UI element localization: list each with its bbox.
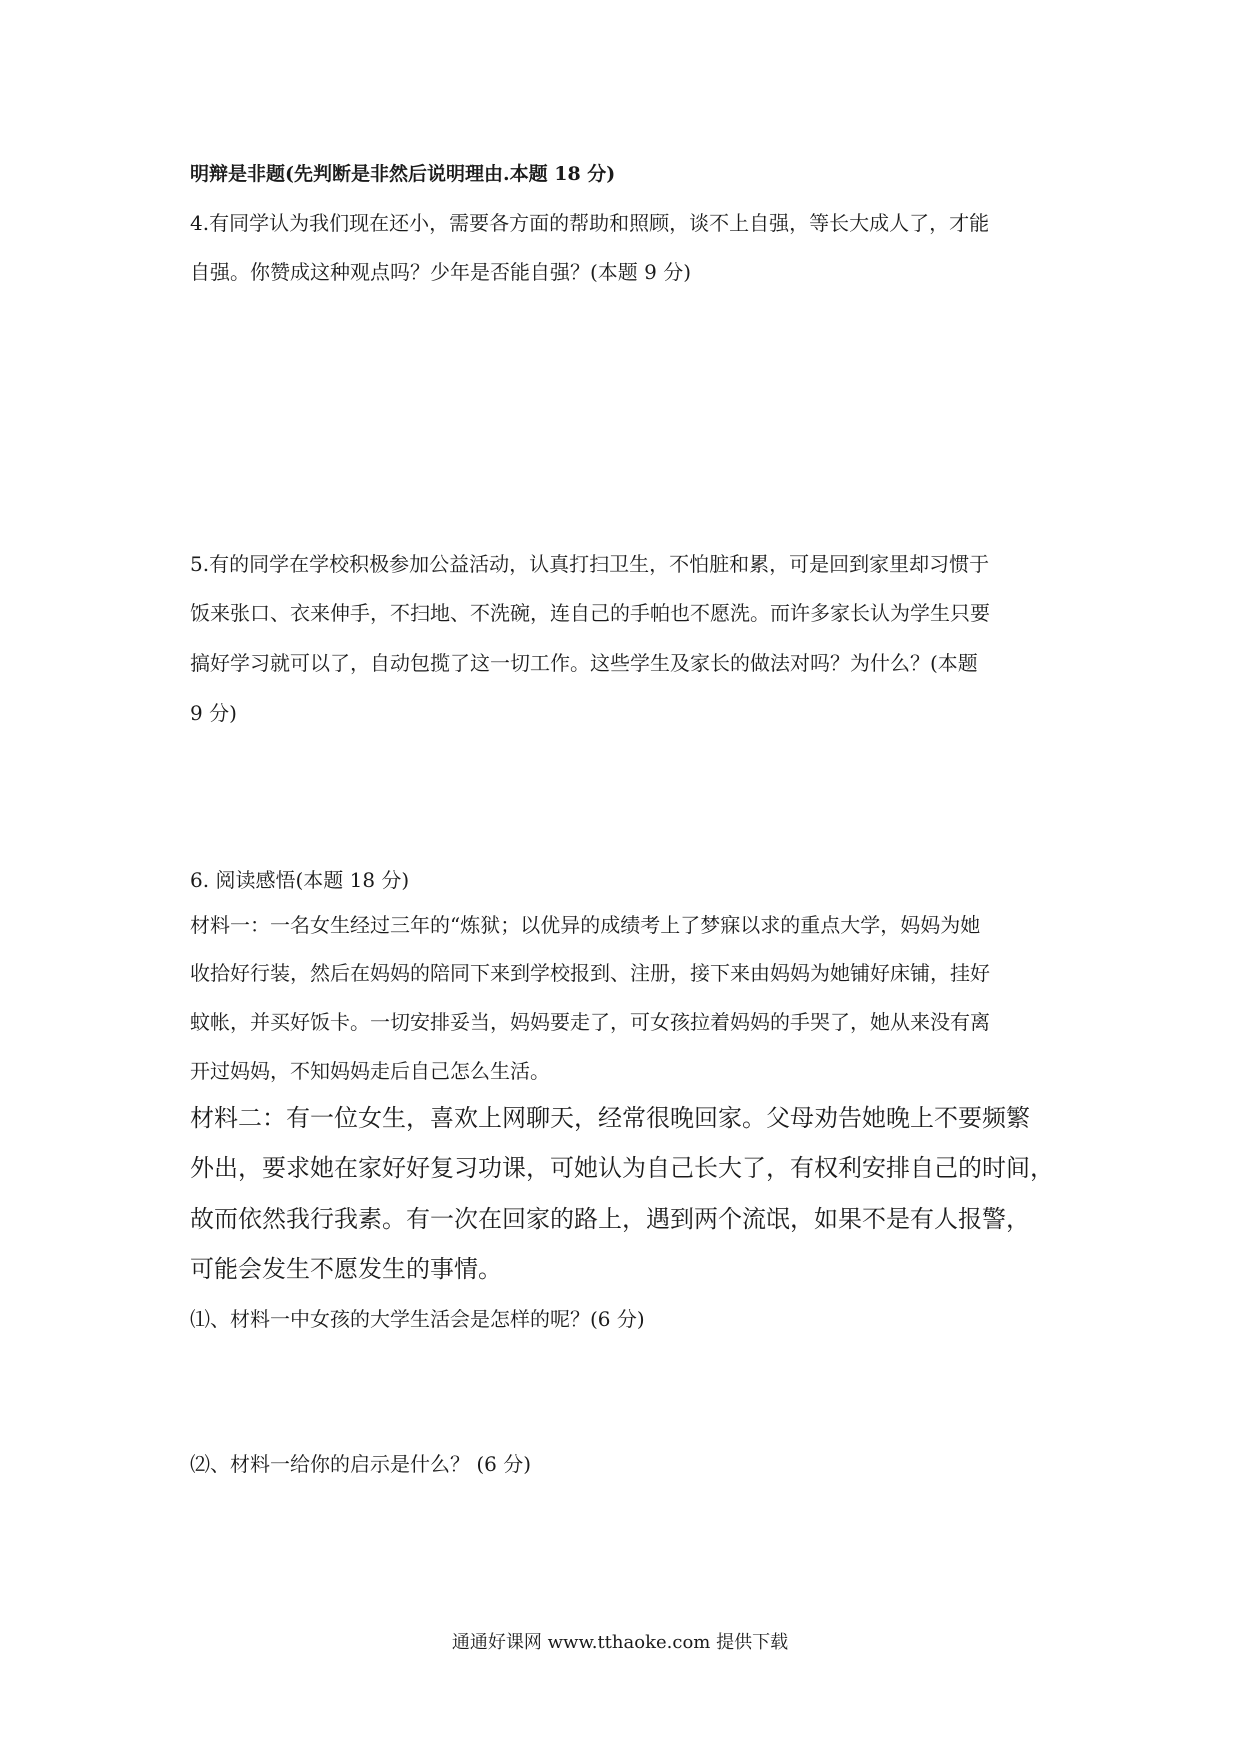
question-4-line-2: 自强。你赞成这种观点吗？少年是否能自强？(本题 9 分) xyxy=(190,260,692,284)
material-1-line-1: 材料一：一名女生经过三年的“炼狱；以优异的成绩考上了梦寐以求的重点大学，妈妈为她 xyxy=(190,913,981,937)
sub-question-1: ⑴、材料一中女孩的大学生活会是怎样的呢？(6 分) xyxy=(190,1307,645,1331)
footer: 通通好课网 www.tthaoke.com 提供下载 xyxy=(451,1632,789,1653)
question-5-line-1: 5.有的同学在学校积极参加公益活动，认真打扫卫生，不怕脏和累，可是回到家里却习惯于 xyxy=(190,552,990,576)
sub-question-2: ⑵、材料一给你的启示是什么？ (6 分) xyxy=(190,1452,532,1476)
section-heading: 明辩是非题(先判断是非然后说明理由.本题 18 分) xyxy=(190,163,616,185)
question-5-line-4: 9 分) xyxy=(190,701,237,725)
material-1-line-4: 开过妈妈，不知妈妈走后自己怎么生活。 xyxy=(190,1059,550,1083)
question-5-line-2: 饭来张口、衣来伸手，不扫地、不洗碗，连自己的手帕也不愿洗。而许多家长认为学生只要 xyxy=(190,601,990,625)
material-2-line-2: 外出，要求她在家好好复习功课，可她认为自己长大了，有权利安排自己的时间， xyxy=(190,1154,1054,1182)
material-2-line-4: 可能会发生不愿发生的事情。 xyxy=(190,1255,502,1283)
material-1-line-2: 收拾好行装，然后在妈妈的陪同下来到学校报到、注册，接下来由妈妈为她铺好床铺，挂好 xyxy=(190,961,990,985)
question-4-line-1: 4.有同学认为我们现在还小，需要各方面的帮助和照顾，谈不上自强，等长大成人了，才能 xyxy=(190,211,990,235)
material-1-line-3: 蚊帐，并买好饭卡。一切安排妥当，妈妈要走了，可女孩拉着妈妈的手哭了，她从来没有离 xyxy=(190,1010,990,1034)
question-5-line-3: 搞好学习就可以了，自动包揽了这一切工作。这些学生及家长的做法对吗？为什么？(本题 xyxy=(190,651,978,675)
material-2-line-1: 材料二：有一位女生，喜欢上网聊天，经常很晚回家。父母劝告她晚上不要频繁 xyxy=(190,1104,1030,1132)
material-2-line-3: 故而依然我行我素。有一次在回家的路上，遇到两个流氓，如果不是有人报警， xyxy=(190,1205,1030,1233)
question-6-title: 6. 阅读感悟(本题 18 分) xyxy=(190,868,410,892)
